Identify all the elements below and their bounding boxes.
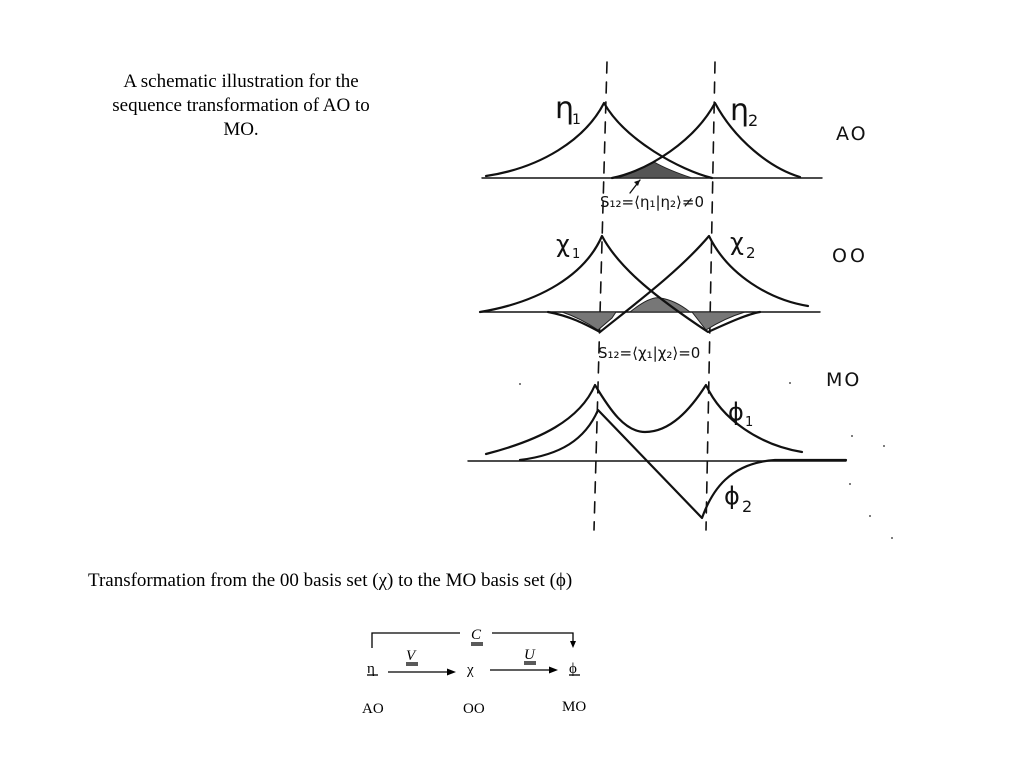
- node-mo-symbol: ϕ: [569, 661, 577, 677]
- ao-overlap-formula: S₁₂=⟨η₁|η₂⟩≠0: [600, 193, 705, 211]
- oo-row-label: OO: [832, 245, 868, 267]
- caption-line-3: MO.: [223, 119, 259, 140]
- node-oo-label: OO: [463, 701, 485, 717]
- node-oo-symbol: χ: [467, 662, 474, 678]
- caption-line-2: sequence transformation of AO to: [112, 95, 370, 116]
- node-ao-label: AO: [362, 701, 384, 717]
- ao-eta1-subscript: 1: [572, 112, 581, 128]
- caption-line-1: A schematic illustration for the: [123, 71, 359, 92]
- top-bracket-arrowhead: [570, 641, 576, 648]
- matrix-v-label: V: [406, 648, 416, 664]
- oo-chi2-subscript: 2: [746, 244, 756, 262]
- v-arrowhead: [447, 669, 456, 676]
- oo-chi1-symbol: χ: [556, 230, 570, 258]
- transform-title: Transformation from the 00 basis set (χ) to the MO basis set (ϕ): [88, 570, 573, 591]
- ao-eta2-subscript: 2: [748, 111, 759, 130]
- oo-chi2-symbol: χ: [730, 228, 744, 256]
- oo-overlap-formula: S₁₂=⟨χ₁|χ₂⟩=0: [598, 344, 701, 362]
- matrix-c-label: C: [471, 627, 482, 643]
- oo-chi1-subscript: 1: [572, 247, 581, 262]
- node-mo-label: MO: [562, 699, 587, 715]
- mo-phi1-subscript: 1: [745, 415, 754, 430]
- mo-phi2-symbol: ϕ: [724, 482, 740, 510]
- top-bracket-right: [492, 633, 573, 643]
- ao-eta1-symbol: η: [555, 91, 575, 126]
- mo-phi2-subscript: 2: [742, 497, 753, 516]
- u-arrowhead: [549, 667, 558, 674]
- node-ao-symbol: η: [367, 661, 375, 677]
- top-bracket: [372, 633, 460, 648]
- mo-row-label: MO: [826, 369, 862, 391]
- matrix-u-label: U: [524, 647, 535, 663]
- mo-phi1-symbol: ϕ: [728, 398, 744, 426]
- ao-eta2-symbol: η: [730, 93, 750, 128]
- ao-row-label: AO: [836, 123, 868, 145]
